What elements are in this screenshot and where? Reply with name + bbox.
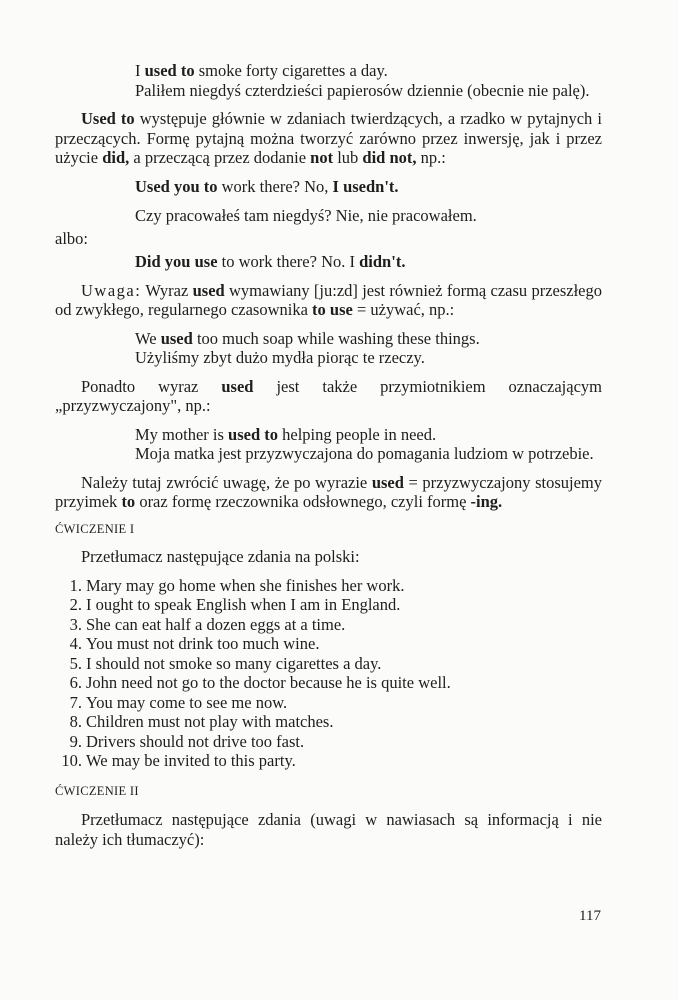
exercise-heading-2: ĆWICZENIE II xyxy=(55,783,139,798)
example-question-did: Did you use to work there? No. I didn't. xyxy=(135,252,406,271)
list-item: 10. We may be invited to this party. xyxy=(61,751,296,770)
example-used-adjective xyxy=(55,425,602,464)
exercise-heading-1: ĆWICZENIE I xyxy=(55,521,135,536)
exercise-2-instruction: Przetłumacz następujące zdania (uwagi w nawiasach są informacją i nie należy ich tłumaczyć): xyxy=(55,810,602,849)
example-english: I used to smoke forty cigarettes a day. xyxy=(135,61,388,80)
exercise-1-instruction: Przetłumacz następujące zdania na polski: xyxy=(81,547,360,566)
example-used-past-tense xyxy=(55,329,602,368)
paragraph-gerund-note: Należy tutaj zwrócić uwagę, że po wyrazie used = przyzwyczajony stosujemy przyimek to oraz formę rzeczownika odsłownego, czyli formę -ing. xyxy=(55,472,602,511)
page-number: 117 xyxy=(579,908,601,924)
list-item: 7. You may come to see me now. xyxy=(69,692,288,712)
list-item: 9. Drivers should not drive too fast. xyxy=(69,731,305,751)
list-item: 8. Children must not play with matches. xyxy=(69,712,334,731)
example-polish: Czy pracowałeś tam niegdyś? Nie, nie pracowałem. xyxy=(135,206,477,225)
example-polish: Użyliśmy zbyt dużo mydła piorąc te rzeczy. xyxy=(135,348,425,367)
list-item: 1. Mary may go home when she finishes her work. xyxy=(69,575,405,595)
example-used-to xyxy=(55,61,602,100)
example-polish: Moja matka jest przyzwyczajona do pomagania ludziom w potrzebie. xyxy=(135,444,594,463)
example-question-inversion xyxy=(55,177,602,226)
paragraph-note-used: Uwaga: Wyraz used wymawiany [ju:zd] jest również formą czasu przeszłego od zwykłego, regularnego czasownika to use = używać, np.: xyxy=(55,280,602,319)
albo-label: albo: xyxy=(55,228,88,248)
paragraph-used-adjective: Ponadto wyraz used jest także przymiotnikiem oznaczającym „przyzwyczajony", np.: xyxy=(55,376,602,415)
list-item: 5. I should not smoke so many cigarettes a day. xyxy=(69,653,382,673)
example-english: Used you to work there? No, I usedn't. xyxy=(135,176,399,196)
example-english: My mother is used to helping people in need. xyxy=(135,424,437,444)
list-item: 6. John need not go to the doctor because he is quite well. xyxy=(69,673,451,692)
paragraph-used-to-usage: Used to występuje głównie w zdaniach twierdzących, a rzadko w pytajnych i przeczących. Formę pytajną można tworzyć zarówno przez inwersję, jak i przez użycie did, a przeczącą przez dodanie not lub did not, np.: xyxy=(55,109,602,167)
page-body xyxy=(55,61,602,849)
example-english: We used too much soap while washing these things. xyxy=(135,328,480,348)
exercise-1-list xyxy=(55,576,602,771)
list-item: 3. She can eat half a dozen eggs at a time. xyxy=(69,614,346,634)
list-item: 2. I ought to speak English when I am in England. xyxy=(69,595,401,614)
list-item: 4. You must not drink too much wine. xyxy=(69,634,320,653)
example-polish: Paliłem niegdyś czterdzieści papierosów dziennie (obecnie nie palę). xyxy=(135,80,590,100)
